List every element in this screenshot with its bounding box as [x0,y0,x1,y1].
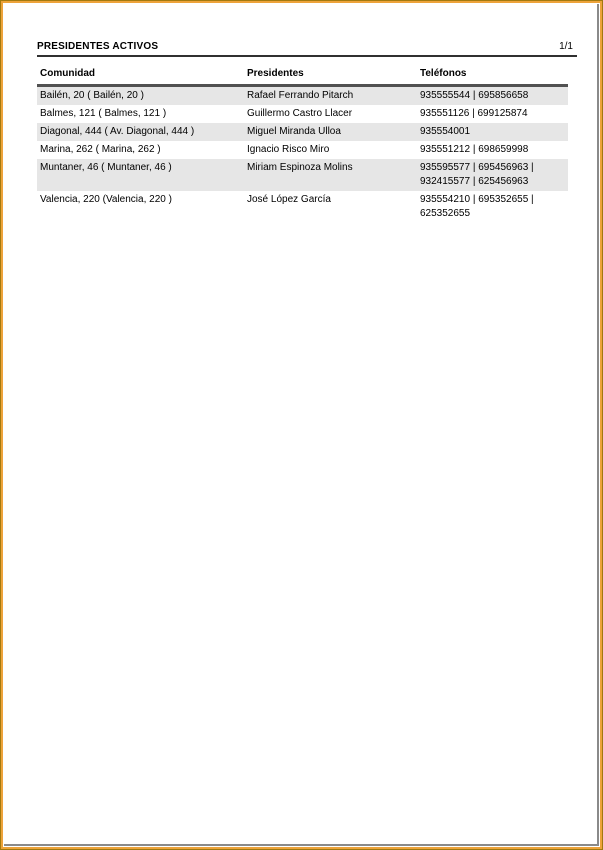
cell-telefonos: 935551126 | 699125874 [420,108,528,119]
column-header-telefonos: Teléfonos [420,68,467,79]
table-row [37,105,568,123]
cell-comunidad: Valencia, 220 (Valencia, 220 ) [40,194,172,205]
table-row [37,86,568,106]
cell-telefonos: 935554210 | 695352655 | 625352655 [420,194,534,219]
table-row [37,123,568,141]
presidents-table [37,57,568,223]
report-header [37,41,577,57]
window-frame-inner [1,1,602,849]
cell-presidente: Rafael Ferrando Pitarch [247,90,354,101]
cell-presidente: Miguel Miranda Ulloa [247,126,341,137]
cell-comunidad: Balmes, 121 ( Balmes, 121 ) [40,108,167,119]
table-row [37,191,568,223]
column-header-comunidad: Comunidad [40,68,95,79]
report-title: PRESIDENTES ACTIVOS [37,41,159,52]
cell-telefonos: 935554001 [420,126,471,137]
cell-presidente: Guillermo Castro Llacer [247,108,353,119]
table-header-row [37,57,568,86]
cell-telefonos: 935551212 | 698659998 [420,144,529,155]
cell-comunidad: Marina, 262 ( Marina, 262 ) [40,144,161,155]
cell-presidente: Miriam Espinoza Molins [247,162,353,173]
column-header-presidentes: Presidentes [247,68,304,79]
cell-comunidad: Diagonal, 444 ( Av. Diagonal, 444 ) [40,126,195,137]
cell-presidente: Ignacio Risco Miro [247,144,330,155]
cell-presidente: José López García [247,194,331,205]
cell-telefonos: 935555544 | 695856658 [420,90,529,101]
cell-comunidad: Muntaner, 46 ( Muntaner, 46 ) [40,162,172,173]
page-indicator: 1/1 [559,41,573,52]
cell-comunidad: Bailén, 20 ( Bailén, 20 ) [40,90,144,101]
cell-telefonos: 935595577 | 695456963 | 932415577 | 625456963 [420,162,534,187]
table-row [37,141,568,159]
table-row [37,159,568,191]
report-page [4,4,599,846]
